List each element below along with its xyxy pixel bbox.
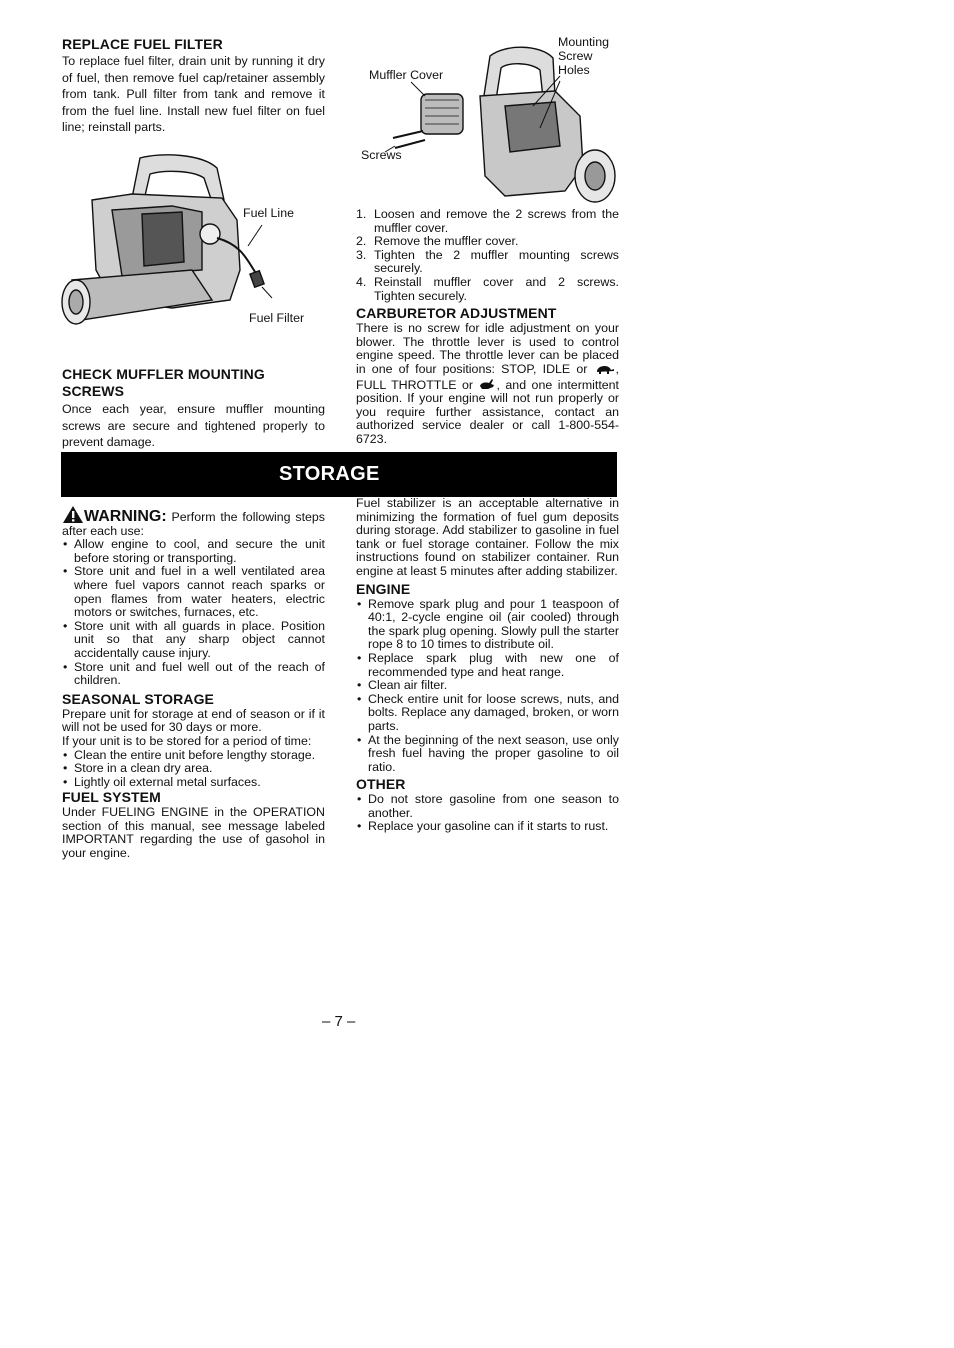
list-item: • Check entire unit for loose screws, nuts, and bolts. Replace any damaged, broken, or worn parts.: [356, 693, 619, 734]
rabbit-icon: [478, 377, 496, 391]
fuel-line-label: Fuel Line: [243, 206, 294, 220]
storage-left-column: [62, 505, 325, 861]
storage-right-column: [356, 497, 619, 834]
step-number: 4.: [356, 274, 367, 289]
screws-label: Screws: [361, 148, 402, 162]
section-heading: FUEL SYSTEM: [62, 789, 161, 806]
step-item: [356, 235, 619, 249]
muffler-cover-label: Muffler Cover: [369, 68, 444, 82]
carburetor-text-1: There is no screw for idle adjustment on your blower. The throttle lever is used to control engine speed. The throttle lever can be placed in one of four positions: STOP, IDLE or: [356, 321, 619, 376]
step-item: [356, 276, 619, 303]
carburetor-text-3: , and one intermittent position. If your engine will not run properly or you require further assistance, contact an authorized service dealer or call 1-800-554-6723.: [356, 377, 619, 446]
section-heading: ENGINE: [356, 580, 411, 597]
list-item: • Store unit and fuel in a well ventilated area where fuel vapors cannot reach sparks or open flames from water heaters, electric motors or switches, furnaces, etc.: [62, 565, 325, 619]
warning-paragraph: [62, 505, 325, 538]
step-item: [356, 208, 619, 235]
storage-title: STORAGE: [279, 463, 380, 485]
list-item: • Remove spark plug and pour 1 teaspoon of 40:1, 2-cycle engine oil (air cooled) through the spark plug opening. Slowly pull the starter rope 8 to 10 times to distribute oil.: [356, 598, 619, 652]
list-item: • Lightly oil external metal surfaces.: [62, 776, 325, 790]
section-heading: OTHER: [356, 776, 406, 793]
storage-banner: [61, 452, 617, 497]
seasonal-body-1: Prepare unit for storage at end of season or if it will not be used for 30 days or more.: [62, 706, 325, 735]
list-item: • Replace your gasoline can if it starts to rust.: [356, 820, 619, 834]
section-heading: REPLACE FUEL FILTER: [62, 36, 223, 52]
step-number: 3.: [356, 247, 367, 262]
seasonal-list: [62, 749, 325, 790]
list-item: • Replace spark plug with new one of recommended type and heat range.: [356, 652, 619, 679]
mounting-screw-holes-label: Mounting Screw Holes: [558, 35, 609, 77]
step-text: Remove the muffler cover.: [374, 234, 519, 249]
check-muffler-section: [62, 366, 325, 451]
engine-list: [356, 598, 619, 775]
step-text: Loosen and remove the 2 screws from the muffler cover.: [374, 207, 619, 235]
carburetor-text-2: , FULL THROTTLE or: [356, 361, 619, 392]
step-text: Reinstall muffler cover and 2 screws. Tighten securely.: [374, 274, 619, 303]
carburetor-body: [356, 322, 619, 446]
warning-list: [62, 538, 325, 688]
step-item: [356, 249, 619, 276]
section-heading: CHECK MUFFLER MOUNTING SCREWS: [62, 366, 265, 399]
step-text: Tighten the 2 muffler mounting screws securely.: [374, 247, 619, 276]
warning-triangle-icon: [62, 505, 84, 524]
muffler-steps: [356, 208, 619, 447]
other-list: [356, 793, 619, 834]
fuel-system-body: Under FUELING ENGINE in the OPERATION section of this manual, see message labeled IMPORTANT regarding the use of gasohol in your engine.: [62, 805, 325, 861]
section-body: Once each year, ensure muffler mounting screws are secure and tightened properly to prevent damage.: [62, 402, 325, 449]
section-body: To replace fuel filter, drain unit by running it dry of fuel, then remove fuel cap/retainer assembly from tank. Pull filter from tank and remove it from the fuel line. Install new fuel filter on fuel line; reinstall parts.: [62, 54, 325, 134]
seasonal-body-2: If your unit is to be stored for a period of time:: [62, 733, 312, 748]
step-number: 2.: [356, 234, 367, 249]
list-item: • Clean air filter.: [356, 679, 619, 693]
list-item: • Do not store gasoline from one season to another.: [356, 793, 619, 820]
list-item: • Store unit and fuel well out of the reach of children.: [62, 661, 325, 688]
warning-intro: Perform the following steps after each use:: [62, 510, 325, 538]
step-number: 1.: [356, 207, 367, 221]
list-item: • Allow engine to cool, and secure the unit before storing or transporting.: [62, 538, 325, 565]
warning-label: WARNING:: [84, 508, 167, 525]
page-number: – 7 –: [322, 1013, 356, 1030]
fuel-filter-label: Fuel Filter: [249, 311, 305, 325]
section-heading: SEASONAL STORAGE: [62, 690, 214, 707]
list-item: • Store unit with all guards in place. Position unit so that any sharp object cannot accidentally cause injury.: [62, 620, 325, 661]
replace-fuel-filter-section: [62, 36, 325, 136]
stabilizer-body: Fuel stabilizer is an acceptable alternative in minimizing the formation of fuel gum deposits during storage. Add stabilizer to gasoline in fuel tank or fuel storage container. Follow the mix instructions found on stabilizer container. Run engine at least 5 minutes after adding stabilizer.: [356, 496, 619, 578]
list-item: • At the beginning of the next season, use only fresh fuel having the proper gasoline to oil ratio.: [356, 734, 619, 775]
steps-list: [356, 208, 619, 303]
list-item: • Clean the entire unit before lengthy storage.: [62, 749, 325, 763]
list-item: • Store in a clean dry area.: [62, 762, 325, 776]
section-heading: CARBURETOR ADJUSTMENT: [356, 305, 557, 322]
turtle-icon: [594, 363, 616, 374]
